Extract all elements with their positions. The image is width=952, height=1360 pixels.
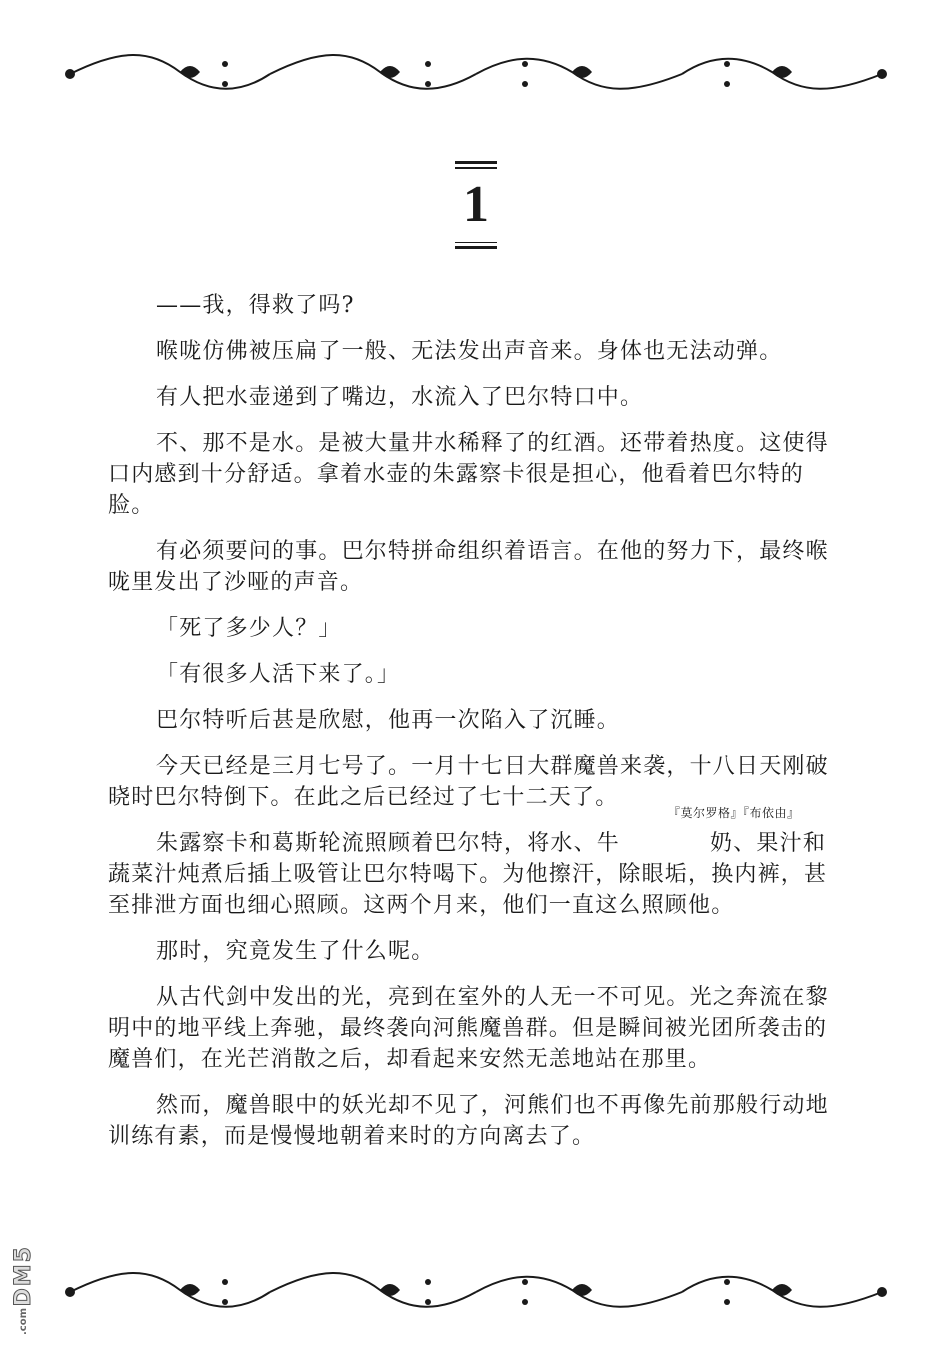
paragraph: 喉咙仿佛被压扁了一般、无法发出声音来。身体也无法动弹。 bbox=[156, 339, 783, 364]
dialog-line: 「死了多少人？」 bbox=[156, 616, 342, 641]
chapter-body bbox=[108, 290, 848, 1167]
paragraph: 今天已经是三月七号了。一月十七日大群魔兽来袭，十八日天刚破晓时巴尔特倒下。在此之后已经过了七十二天了。 bbox=[108, 754, 829, 810]
bottom-floral-ornament bbox=[60, 1262, 892, 1322]
chapter-rule-top bbox=[455, 161, 497, 164]
watermark-logo-text: DM5 bbox=[10, 1245, 36, 1307]
ruby-paragraph-after: 奶、果汁和蔬菜汁炖煮后插上吸管让巴尔特喝下。为他擦汗，除眼垢，换内裤，甚至排泄方面也细心照顾。这两个月来，他们一直这么照顾他。 bbox=[108, 831, 828, 918]
watermark-domain: .com bbox=[17, 1308, 29, 1336]
chapter-rule-bottom bbox=[455, 246, 497, 249]
site-watermark bbox=[10, 1245, 36, 1345]
paragraph: 有人把水壶递到了嘴边，水流入了巴尔特口中。 bbox=[156, 385, 644, 410]
top-floral-ornament bbox=[60, 44, 892, 104]
chapter-heading bbox=[0, 158, 952, 249]
paragraph: 然而，魔兽眼中的妖光却不见了，河熊们也不再像先前那般行动地训练有素，而是慢慢地朝着来时的方向离去了。 bbox=[108, 1093, 829, 1149]
paragraph: 那时，究竟发生了什么呢。 bbox=[156, 939, 435, 964]
ruby-annotation-wrap bbox=[620, 806, 800, 859]
paragraph-with-ruby bbox=[108, 806, 848, 921]
paragraph: 从古代剑中发出的光，亮到在室外的人无一不可见。光之奔流在黎明中的地平线上奔驰，最终袭向河熊魔兽群。但是瞬间被光团所袭击的魔兽们，在光芒消散之后，却看起来安然无恙地站在那里。 bbox=[108, 985, 829, 1072]
chapter-number: 1 bbox=[463, 175, 489, 233]
ruby-paragraph-before: 朱露察卡和葛斯轮流照顾着巴尔特，将水、牛 bbox=[156, 831, 621, 856]
paragraph: 巴尔特听后甚是欣慰，他再一次陷入了沉睡。 bbox=[156, 708, 621, 733]
ruby-annotation: 『莫尔罗格』『布依由』 bbox=[668, 806, 800, 820]
chapter-rule-bottom-thin bbox=[455, 242, 497, 244]
paragraph: 有必须要问的事。巴尔特拼命组织着语言。在他的努力下，最终喉咙里发出了沙哑的声音。 bbox=[108, 539, 829, 595]
paragraph: ——我，得救了吗? bbox=[156, 293, 355, 318]
chapter-rule-top-thin bbox=[455, 167, 497, 169]
paragraph: 不、那不是水。是被大量井水稀释了的红酒。还带着热度。这使得口内感到十分舒适。拿着水壶的朱露察卡很是担心，他看着巴尔特的脸。 bbox=[108, 431, 829, 518]
dialog-line: 「有很多人活下来了。」 bbox=[156, 662, 401, 687]
